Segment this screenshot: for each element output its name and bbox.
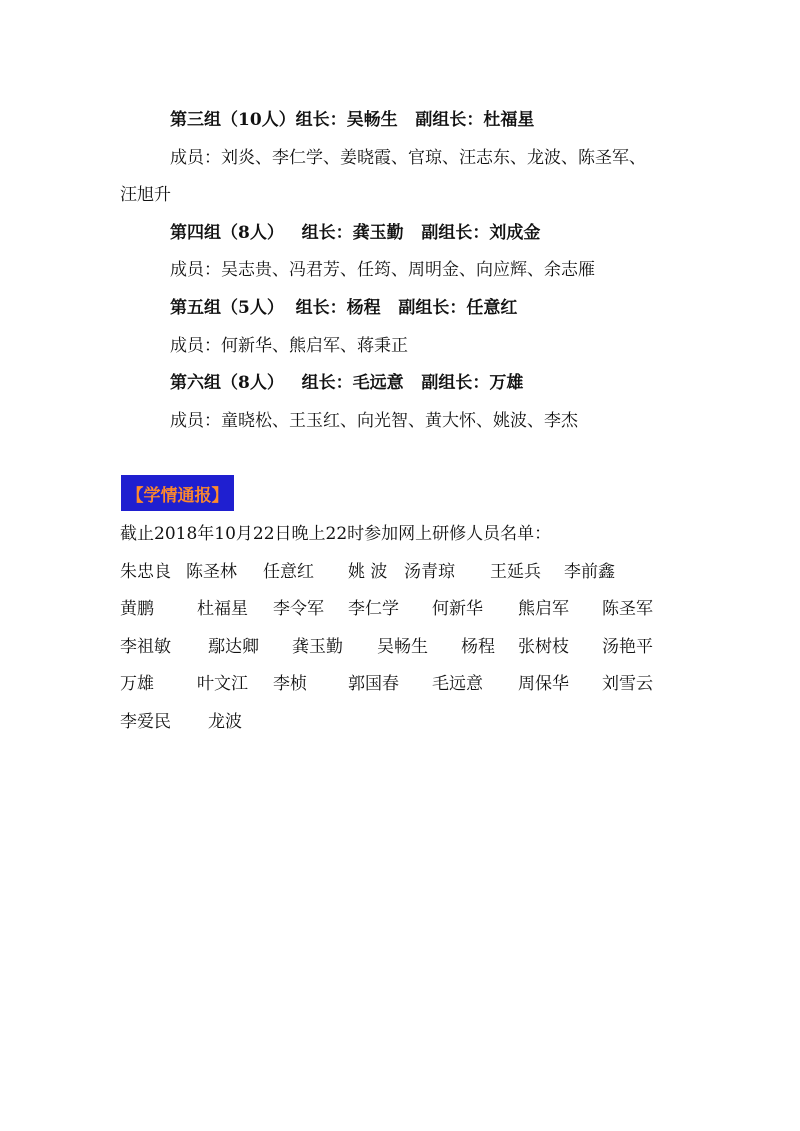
group-5-members: 成员：何新华、熊启军、蒋秉正 — [170, 336, 408, 356]
group-6-members: 成员：童晓松、王玉红、向光智、黄大怀、姚波、李杰 — [170, 411, 578, 431]
name-cell: 刘雪云 — [602, 674, 653, 694]
name-cell: 李仁学 — [348, 599, 399, 619]
name-cell: 李前鑫 — [564, 562, 615, 582]
name-cell: 杨程 — [461, 637, 495, 657]
name-cell: 汤青琼 — [404, 562, 455, 582]
name-cell: 熊启军 — [518, 599, 569, 619]
name-cell: 陈圣军 — [602, 599, 653, 619]
name-cell: 鄢达卿 — [208, 637, 259, 657]
group-3-heading: 第三组（10人）组长：吴畅生 副组长：杜福星 — [170, 110, 535, 130]
group-5-heading: 第五组（5人） 组长：杨程 副组长：任意红 — [170, 298, 518, 318]
group-6-heading: 第六组（8人） 组长：毛远意 副组长：万雄 — [170, 373, 524, 393]
name-cell: 李桢 — [273, 674, 307, 694]
name-cell: 郭国春 — [348, 674, 399, 694]
name-cell: 张树枝 — [518, 637, 569, 657]
name-cell: 任意红 — [263, 562, 314, 582]
name-cell: 叶文江 — [197, 674, 248, 694]
report-intro: 截止2018年10月22日晚上22时参加网上研修人员名单： — [120, 524, 552, 544]
name-cell: 姚 波 — [348, 562, 388, 582]
group-4-heading: 第四组（8人） 组长：龚玉勤 副组长：刘成金 — [170, 223, 541, 243]
group-4-members: 成员：吴志贵、冯君芳、任筠、周明金、向应辉、余志雁 — [170, 260, 595, 280]
name-cell: 龚玉勤 — [292, 637, 343, 657]
group-3-members-continued: 汪旭升 — [120, 185, 171, 205]
name-cell: 朱忠良 — [120, 562, 171, 582]
name-cell: 何新华 — [432, 599, 483, 619]
name-cell: 杜福星 — [197, 599, 248, 619]
name-cell: 王延兵 — [490, 562, 541, 582]
name-cell: 吴畅生 — [377, 637, 428, 657]
name-cell: 李令军 — [273, 599, 324, 619]
name-cell: 毛远意 — [432, 674, 483, 694]
section-title: 【学情通报】 — [126, 485, 229, 506]
name-cell: 龙波 — [208, 712, 242, 732]
section-title-badge — [121, 475, 234, 511]
name-cell: 李祖敏 — [120, 637, 171, 657]
name-cell: 李爱民 — [120, 712, 171, 732]
name-cell: 万雄 — [120, 674, 154, 694]
name-cell: 陈圣林 — [186, 562, 237, 582]
name-cell: 周保华 — [518, 674, 569, 694]
name-cell: 黄鹏 — [120, 599, 154, 619]
group-3-members: 成员：刘炎、李仁学、姜晓霞、官琼、汪志东、龙波、陈圣军、 — [170, 148, 646, 168]
name-cell: 汤艳平 — [602, 637, 653, 657]
